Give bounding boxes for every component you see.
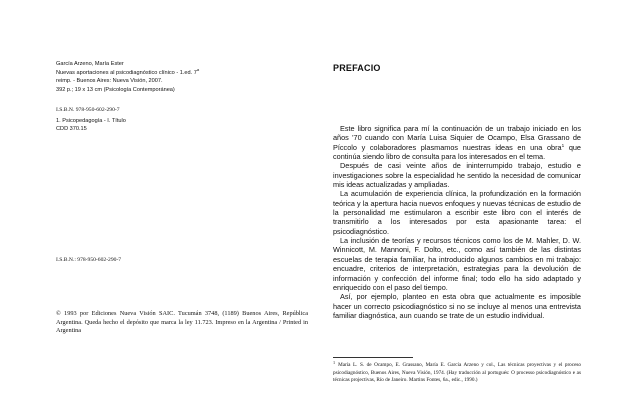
catalog-reprint: reimp. - Buenos Aires: Nueva Visión, 2007. (56, 78, 163, 85)
footnote (333, 362, 581, 385)
footnote-divider (333, 357, 413, 358)
preface-paragraph-1 (333, 124, 581, 161)
preface-paragraph-2: Después de casi veinte años de ininterrumpido trabajo, estudio e investigaciones sobre la especialidad he sentido la necesidad de comunicar mis ideas actualizadas y ampliadas. (333, 161, 581, 190)
catalog-block (56, 60, 311, 94)
isbn-top: I.S.B.N. 978-950-602-290-7 (56, 107, 120, 113)
copyright-notice: © 1993 por Ediciones Nueva Visión SAIC. Tucumán 3748, (1189) Buenos Aires, República Argentina. Queda hecho el depósito que marca la ley 11.723. Impreso en la Argentina / Printed in Argentina (56, 310, 308, 335)
preface-p1-text-cont: que continúa siendo libro de consulta para los interesados en el tema. (333, 142, 581, 162)
catalog-subjects (56, 118, 126, 133)
preface-paragraph-3: La acumulación de experiencia clínica, la profundización en la formación teórica y la apertura hacia nuevos enfoques y nuevas técnicas de estudio de la personalidad me estimularon a escribir este libro con el interés de transmitirlo a los interesados por esta apasionante tarea: el psicodiagnóstico. (333, 189, 581, 236)
preface-body (333, 124, 581, 320)
footnote-number: 1 (333, 360, 336, 365)
catalog-pages: 392 p.; 19 x 13 cm (Psicología Contemporánea) (56, 86, 175, 93)
preface-paragraph-4: La inclusión de teorías y recursos técnicos como los de M. Mahler, D. W. Winnicott, M. Mannoni, F. Dolto, etc., como así también de las distintas escuelas de terapia familiar, ha introducido algunos cambios en mi trabajo: encuadre, criterios de interpretación, estrategias para la devolución de información y confección del informe final; todo ello ha sido adaptado y enriquecido con el paso del tiempo. (333, 236, 581, 292)
catalog-title (56, 66, 311, 78)
preface-p1-text: Este libro significa para mí la continuación de un trabajo iniciado en los años '70 cuando con María Luisa Siquier de Ocampo, Elsa Grassano de Píccolo y colaboradores plasmamos nuestras ideas en una obra (333, 124, 581, 152)
preface-paragraph-5: Así, por ejemplo, planteo en esta obra que actualmente es imposible hacer un correcto psicodiagnóstico si no se incluye al menos una entrevista familiar diagnóstica, aun cuando se trate de un estudio individual. (333, 292, 581, 320)
catalog-cdd: CDD 370.15 (56, 125, 87, 132)
isbn-bottom: I.S.B.N.: 978-950-602-290-7 (56, 257, 122, 263)
catalog-title-main: Nuevas aportaciones al psicodiagnóstico clínico - 1.ed. 7 (56, 69, 197, 76)
footnote-ref: 1 (561, 142, 565, 148)
preface-title: PREFACIO (333, 63, 381, 73)
catalog-subject: 1. Psicopedagogía - I. Título (56, 118, 126, 124)
catalog-author: García Arzeno, María Ester (56, 61, 124, 67)
catalog-title-sup: a (196, 66, 200, 72)
footnote-text: María L. S. de Ocampo, E. Grassano, María E. García Arzeno y col., Las técnicas proyectivas y el proceso psicodiagnóstico, Buenos Aires, Nueva Visión, 1974. (Hay traducción al portugués: O processo psicodiagnóstico e as técnicas projectivas, Río de Janeiro. Martins Fontes, 6a., edic., 1990.) (333, 362, 581, 383)
